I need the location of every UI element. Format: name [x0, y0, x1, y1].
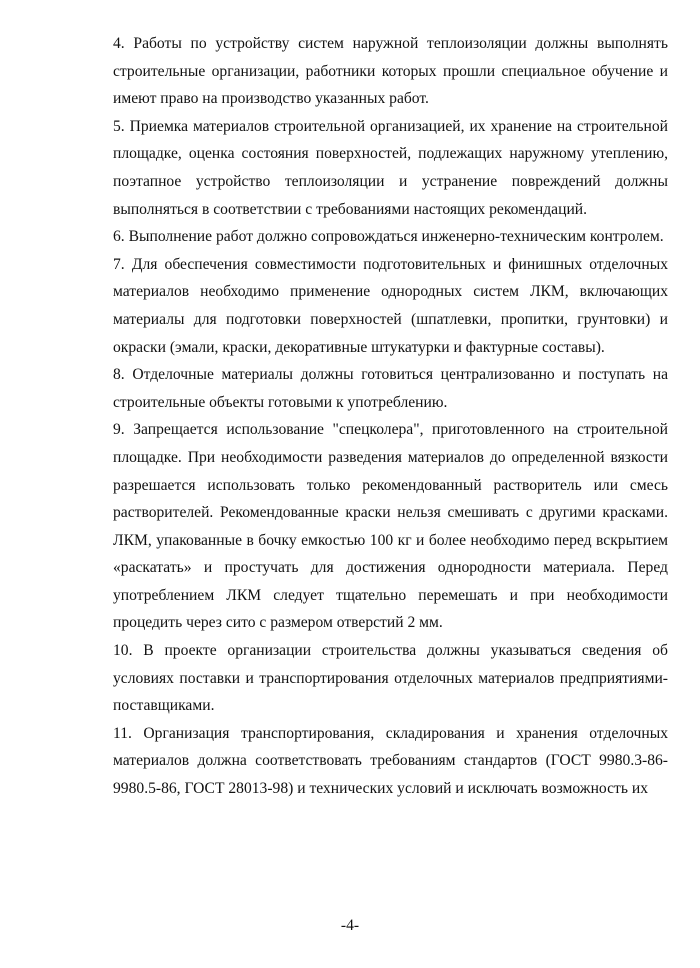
document-body	[113, 30, 668, 803]
paragraph-4: 4. Работы по устройству систем наружной теплоизоляции должны выполнять строительные организации, работники которых прошли специальное обучение и имеют право на производство указанных работ.	[113, 35, 668, 108]
page-number: -4-	[340, 917, 360, 934]
paragraph-5: 5. Приемка материалов строительной организацией, их хранение на строительной площадке, оценка состояния поверхностей, подлежащих наружному утеплению, поэтапное устройство теплоизоляции и устранение повреждений должны выполняться в соответствии с требованиями настоящих рекомендаций.	[113, 117, 668, 218]
paragraph-10: 10. В проекте организации строительства должны указываться сведения об условиях поставки и транспортирования отделочных материалов предприятиями-поставщиками.	[113, 642, 668, 715]
paragraph-9: 9. Запрещается использование "спецколера", приготовленного на строительной площадке. При необходимости разведения материалов до определенной вязкости разрешается использовать только рекомендованный растворитель или смесь растворителей. Рекомендованные краски нельзя смешивать с другими красками. ЛКМ, упакованные в бочку емкостью 100 кг и более необходимо перед вскрытием «раскатать» и простучать для достижения однородности материала. Перед употреблением ЛКМ следует тщательно перемешать и при необходимости процедить через сито с размером отверстий 2 мм.	[113, 421, 668, 632]
paragraph-8: 8. Отделочные материалы должны готовиться централизованно и поступать на строительные объекты готовыми к употреблению.	[113, 366, 668, 411]
paragraph-11: 11. Организация транспортирования, складирования и хранения отделочных материалов должна соответствовать требованиям стандартов (ГОСТ 9980.3-86-9980.5-86, ГОСТ 28013-98) и технических условий и исключать возможность их	[113, 724, 668, 798]
paragraph-7: 7. Для обеспечения совместимости подготовительных и финишных отделочных материалов необходимо применение однородных систем ЛКМ, включающих материалы для подготовки поверхностей (шпатлевки, пропитки, грунтовки) и окраски (эмали, краски, декоративные штукатурки и фактурные составы).	[113, 255, 668, 356]
paragraph-6: 6. Выполнение работ должно сопровождаться инженерно-техническим контролем.	[113, 228, 664, 246]
